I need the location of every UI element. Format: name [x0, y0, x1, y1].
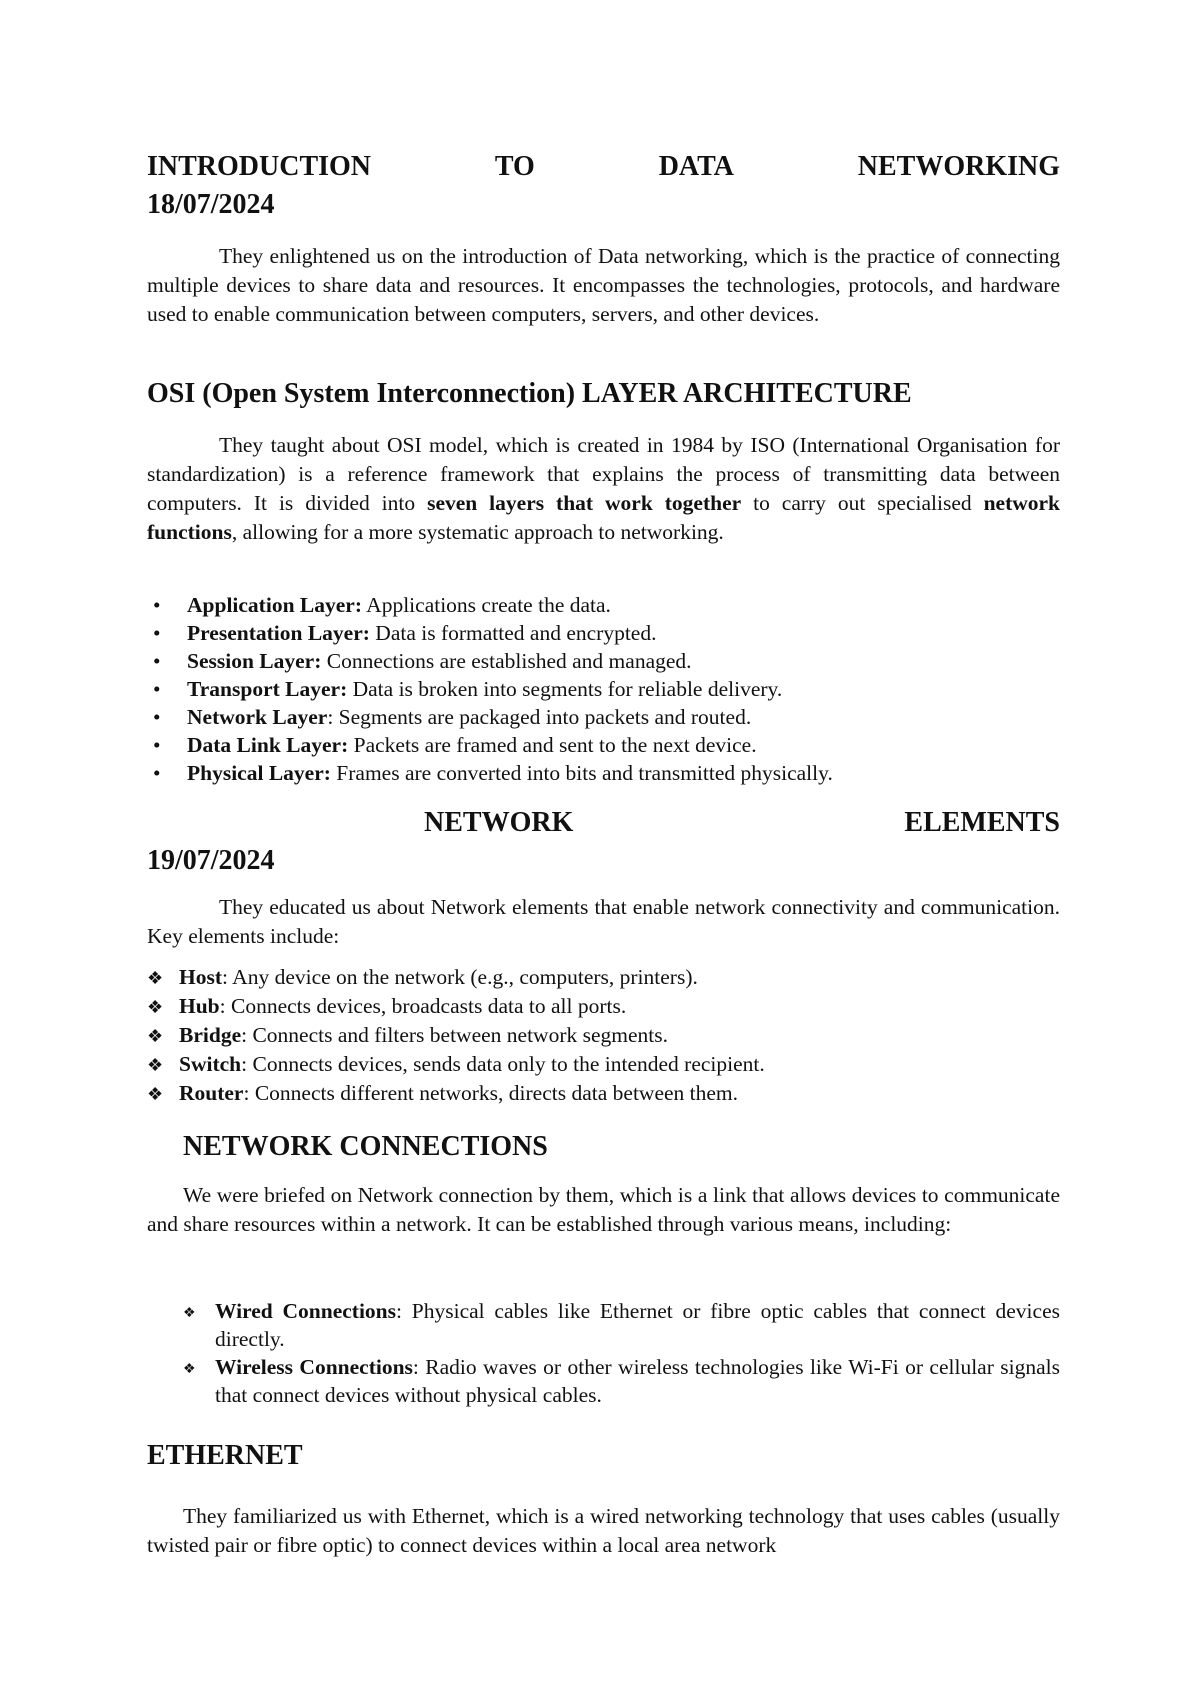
layer-name: Presentation Layer: [187, 621, 370, 645]
layer-name: Network Layer [187, 705, 328, 729]
list-item [147, 1050, 1060, 1079]
element-name: Host [179, 965, 222, 989]
list-item [147, 759, 1060, 787]
layer-desc: Applications create the data. [361, 593, 611, 617]
elements-title-word: ELEMENTS [904, 807, 1060, 838]
list-item [147, 1079, 1060, 1108]
elements-list [147, 963, 1060, 1108]
intro-paragraph: They enlightened us on the introduction of Data networking, which is the practice of connecting multiple devices to share data and resources. It encompasses the technologies, protocols, and hardware used to enable communication between computers, servers, and other devices. [147, 244, 1060, 326]
bullet-icon: • [153, 761, 161, 785]
osi-paragraph [147, 431, 1060, 547]
osi-title: OSI (Open System Interconnection) LAYER ARCHITECTURE [147, 378, 912, 409]
layer-desc: Packets are framed and sent to the next device. [348, 733, 757, 757]
connection-desc: : Radio waves or other wireless technologies like Wi-Fi or cellular signals that connect devices without physical cables. [215, 1355, 1060, 1407]
intro-title-word: DATA [658, 151, 734, 182]
diamond-bullet-icon: ❖ [147, 1055, 164, 1075]
list-item [147, 619, 1060, 647]
intro-title-word: NETWORKING [857, 151, 1060, 182]
osi-bold-text: network functions [147, 491, 1060, 544]
list-item [147, 675, 1060, 703]
osi-layer-list [147, 591, 1060, 787]
list-item [147, 731, 1060, 759]
elements-title [424, 804, 1060, 842]
layer-name: Physical Layer: [187, 761, 331, 785]
bullet-icon: • [153, 733, 161, 757]
connection-desc: : Physical cables like Ethernet or fibre optic cables that connect devices directly. [215, 1299, 1060, 1351]
elements-date: 19/07/2024 [147, 845, 275, 876]
connections-list [183, 1297, 1060, 1409]
osi-bold-text: seven layers that work together [427, 491, 742, 515]
element-desc: : Connects and filters between network segments. [241, 1023, 669, 1047]
layer-desc: : Segments are packaged into packets and routed. [327, 705, 752, 729]
layer-desc: Data is broken into segments for reliable delivery. [347, 677, 783, 701]
layer-name: Transport Layer: [187, 677, 348, 701]
connections-paragraph: We were briefed on Network connection by them, which is a link that allows devices to communicate and share resources within a network. It can be established through various means, including: [147, 1183, 1060, 1236]
ethernet-title: ETHERNET [147, 1440, 303, 1471]
layer-desc: Frames are converted into bits and transmitted physically. [330, 761, 833, 785]
element-desc: : Connects devices, sends data only to the intended recipient. [241, 1052, 765, 1076]
bullet-icon: • [153, 649, 161, 673]
ethernet-paragraph: They familiarized us with Ethernet, which is a wired networking technology that uses cables (usually twisted pair or fibre optic) to connect devices within a local area network [147, 1504, 1060, 1557]
list-item [147, 591, 1060, 619]
intro-date: 18/07/2024 [147, 189, 275, 220]
osi-text: to carry out specialised [741, 491, 984, 515]
list-item [147, 703, 1060, 731]
intro-title-word: TO [494, 151, 535, 182]
bullet-icon: • [153, 705, 161, 729]
bullet-icon: • [153, 677, 161, 701]
bullet-icon: • [153, 593, 161, 617]
connection-name: Wireless Connections [215, 1355, 413, 1379]
osi-text: They taught about OSI model, which is created in 1984 by ISO (International Organisation for standardization) is a reference framework that explains the process of transmitting data between computers. It is divided into [147, 433, 1060, 515]
diamond-bullet-icon: ❖ [147, 1084, 164, 1104]
diamond-bullet-icon: ❖ [183, 1306, 196, 1321]
layer-name: Application Layer: [187, 593, 362, 617]
element-name: Switch [179, 1052, 242, 1076]
list-item [183, 1297, 1060, 1353]
layer-desc: Connections are established and managed. [321, 649, 692, 673]
diamond-bullet-icon: ❖ [147, 968, 164, 988]
diamond-bullet-icon: ❖ [147, 1026, 164, 1046]
intro-title [147, 148, 1060, 186]
diamond-bullet-icon: ❖ [183, 1362, 196, 1377]
element-desc: : Connects different networks, directs data between them. [243, 1081, 739, 1105]
list-item [147, 647, 1060, 675]
list-item [147, 992, 1060, 1021]
elements-paragraph: They educated us about Network elements that enable network connectivity and communication. Key elements include: [147, 895, 1060, 948]
connection-name: Wired Connections [215, 1299, 397, 1323]
list-item [183, 1353, 1060, 1409]
intro-title-word: INTRODUCTION [147, 151, 372, 182]
element-desc: : Any device on the network (e.g., computers, printers). [222, 965, 698, 989]
osi-text: , allowing for a more systematic approach to networking. [231, 520, 724, 544]
connections-title: NETWORK CONNECTIONS [183, 1131, 548, 1162]
bullet-icon: • [153, 621, 161, 645]
element-name: Bridge [179, 1023, 242, 1047]
layer-name: Data Link Layer: [187, 733, 349, 757]
elements-title-word: NETWORK [424, 807, 574, 838]
list-item [147, 963, 1060, 992]
element-name: Hub [179, 994, 220, 1018]
diamond-bullet-icon: ❖ [147, 997, 164, 1017]
layer-name: Session Layer: [187, 649, 322, 673]
list-item [147, 1021, 1060, 1050]
element-desc: : Connects devices, broadcasts data to all ports. [219, 994, 627, 1018]
layer-desc: Data is formatted and encrypted. [369, 621, 657, 645]
element-name: Router [179, 1081, 244, 1105]
